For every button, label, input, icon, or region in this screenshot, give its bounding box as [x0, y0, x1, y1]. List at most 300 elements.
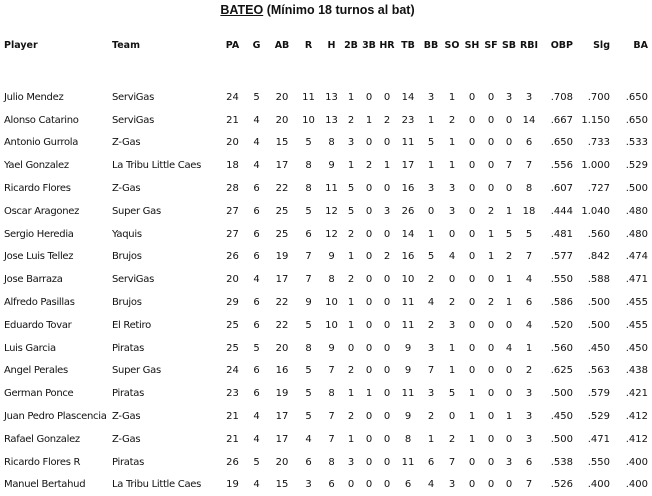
stat-ba: .500: [625, 183, 648, 195]
stat-so: 4: [448, 251, 456, 263]
column-header-obp: OBP: [550, 40, 573, 51]
stat-tb: 11: [401, 388, 415, 400]
player-name: Sergio Heredia: [4, 228, 74, 240]
column-header-hr: HR: [379, 40, 395, 51]
stat-sh: 0: [468, 114, 476, 126]
stat-g: 6: [253, 183, 260, 195]
stat-hr: 2: [383, 114, 391, 126]
stat-ab: 15: [275, 137, 289, 149]
stat-3b: 0: [365, 91, 373, 103]
stat-g: 4: [253, 137, 260, 149]
stat-ba: .650: [625, 114, 648, 126]
stat-obp: .500: [550, 433, 573, 445]
stat-h: 10: [325, 319, 338, 331]
stat-r: 5: [305, 319, 312, 331]
stat-slg: .550: [587, 456, 610, 468]
stat-sf: 0: [487, 114, 495, 126]
team-name: Z-Gas: [112, 183, 141, 195]
header-spacer: [4, 64, 652, 86]
stat-slg: .450: [587, 342, 610, 354]
stat-tb: 14: [401, 228, 415, 240]
stat-r: 7: [305, 274, 312, 286]
stat-sb: 1: [505, 274, 513, 286]
stat-2b: 0: [347, 479, 355, 491]
player-name: Jose Barraza: [4, 274, 63, 286]
stat-sh: 1: [468, 433, 476, 445]
stat-slg: .727: [587, 183, 610, 195]
stat-2b: 1: [347, 251, 355, 263]
stat-3b: 0: [365, 319, 373, 331]
stat-h: 7: [328, 365, 335, 377]
stat-g: 4: [253, 274, 260, 286]
stat-sh: 0: [468, 297, 476, 309]
stat-rbi: 6: [525, 456, 533, 468]
stat-sf: 2: [487, 205, 495, 217]
stat-slg: .733: [587, 137, 610, 149]
stat-2b: 2: [347, 228, 355, 240]
stat-pa: 18: [226, 160, 239, 172]
stat-r: 8: [305, 342, 312, 354]
stat-bb: 5: [427, 251, 435, 263]
stat-obp: .625: [550, 365, 573, 377]
stat-g: 5: [253, 456, 260, 468]
stat-g: 6: [253, 251, 260, 263]
stat-2b: 2: [347, 365, 355, 377]
team-name: Yaquis: [112, 228, 142, 240]
stat-ab: 25: [275, 205, 289, 217]
stat-slg: .579: [587, 388, 610, 400]
stat-sf: 0: [487, 365, 495, 377]
column-header-sb: SB: [501, 40, 517, 51]
stat-sh: 0: [468, 160, 476, 172]
stat-sh: 0: [468, 183, 476, 195]
stat-bb: 1: [427, 114, 435, 126]
team-name: ServiGas: [112, 274, 154, 286]
column-header-2b: 2B: [344, 40, 358, 51]
stat-bb: 1: [427, 228, 435, 240]
stat-sb: 0: [505, 183, 513, 195]
stat-sf: 0: [487, 274, 495, 286]
stat-so: 1: [448, 342, 456, 354]
stat-so: 1: [448, 365, 456, 377]
stat-so: 3: [448, 479, 456, 491]
stat-pa: 26: [226, 251, 239, 263]
team-name: Z-Gas: [112, 411, 141, 423]
stat-hr: 0: [383, 388, 391, 400]
stat-hr: 0: [383, 365, 391, 377]
stat-slg: .471: [587, 433, 610, 445]
table-body: [4, 64, 652, 496]
stat-rbi: 2: [525, 365, 533, 377]
stat-hr: 0: [383, 411, 391, 423]
stat-tb: 11: [401, 297, 415, 309]
stat-g: 5: [253, 91, 260, 103]
stat-hr: 0: [383, 274, 391, 286]
stat-ba: .474: [625, 251, 648, 263]
stat-h: 12: [325, 228, 338, 240]
stat-sb: 7: [505, 160, 513, 172]
stat-sh: 0: [468, 274, 476, 286]
stat-h: 8: [328, 137, 335, 149]
stat-hr: 3: [383, 205, 391, 217]
column-header-rbi: RBI: [519, 40, 539, 51]
stat-bb: 5: [427, 137, 435, 149]
column-header-bb: BB: [423, 40, 439, 51]
stat-ab: 22: [275, 183, 289, 195]
player-name: Angel Perales: [4, 365, 68, 377]
column-header-sh: SH: [464, 40, 480, 51]
stat-obp: .586: [550, 297, 573, 309]
stat-bb: 1: [427, 160, 435, 172]
stat-pa: 28: [226, 183, 239, 195]
stat-3b: 0: [365, 297, 373, 309]
stat-sh: 0: [468, 319, 476, 331]
table-row: [4, 109, 652, 132]
stat-slg: .560: [587, 228, 610, 240]
stat-sf: 0: [487, 319, 495, 331]
stat-ab: 20: [275, 342, 289, 354]
stat-r: 5: [305, 205, 312, 217]
column-header-pa: PA: [225, 40, 240, 51]
stat-h: 9: [328, 342, 335, 354]
batting-table: [4, 40, 652, 496]
stat-g: 4: [253, 160, 260, 172]
stat-so: 2: [448, 297, 456, 309]
table-row: [4, 405, 652, 428]
team-name: Z-Gas: [112, 433, 141, 445]
stat-rbi: 6: [525, 297, 533, 309]
stat-sh: 0: [468, 205, 476, 217]
stat-sf: 0: [487, 433, 495, 445]
stat-tb: 9: [404, 411, 412, 423]
stat-g: 4: [253, 411, 260, 423]
stat-r: 6: [305, 228, 312, 240]
stat-rbi: 3: [525, 433, 533, 445]
stat-sh: 0: [468, 342, 476, 354]
stat-2b: 0: [347, 342, 355, 354]
column-header-ba: BA: [633, 40, 648, 51]
stat-ba: .471: [625, 274, 648, 286]
player-name: Oscar Aragonez: [4, 205, 80, 217]
stat-rbi: 8: [525, 183, 533, 195]
player-name: Manuel Bertahud: [4, 479, 86, 491]
stat-pa: 27: [226, 205, 239, 217]
stat-h: 10: [325, 297, 338, 309]
stat-3b: 0: [365, 183, 373, 195]
stat-so: 1: [448, 137, 456, 149]
table-row: [4, 314, 652, 337]
stat-slg: .700: [587, 91, 610, 103]
stat-slg: .529: [587, 411, 610, 423]
stat-so: 3: [448, 183, 456, 195]
player-name: Juan Pedro Plascencia: [4, 411, 107, 423]
stat-pa: 24: [226, 365, 239, 377]
stat-g: 6: [253, 319, 260, 331]
stat-obp: .444: [550, 205, 573, 217]
stat-sh: 0: [468, 479, 476, 491]
stat-hr: 0: [383, 479, 391, 491]
table-row: [4, 246, 652, 269]
stat-rbi: 5: [525, 228, 533, 240]
team-name: ServiGas: [112, 114, 154, 126]
stat-bb: 7: [427, 365, 435, 377]
team-name: ServiGas: [112, 91, 154, 103]
player-name: Luis Garcia: [4, 342, 56, 354]
stat-pa: 24: [226, 91, 239, 103]
stat-ab: 17: [275, 433, 289, 445]
stat-obp: .550: [550, 274, 573, 286]
stat-sb: 3: [505, 456, 513, 468]
stat-ba: .412: [625, 411, 648, 423]
stat-pa: 25: [226, 319, 239, 331]
player-name: Rafael Gonzalez: [4, 433, 80, 445]
stat-g: 4: [253, 433, 260, 445]
table-row: [4, 132, 652, 155]
stat-3b: 2: [365, 160, 373, 172]
stat-2b: 2: [347, 411, 355, 423]
stat-sb: 0: [505, 365, 513, 377]
stat-pa: 27: [226, 228, 239, 240]
table-row: [4, 154, 652, 177]
stat-g: 4: [253, 114, 260, 126]
team-name: Brujos: [112, 251, 142, 263]
player-name: Alfredo Pasillas: [4, 297, 75, 309]
stat-h: 7: [328, 411, 335, 423]
stat-tb: 14: [401, 91, 415, 103]
table-row: [4, 382, 652, 405]
stat-tb: 11: [401, 137, 415, 149]
stat-2b: 1: [347, 160, 355, 172]
stat-bb: 3: [427, 388, 435, 400]
stat-r: 10: [302, 114, 315, 126]
stat-3b: 0: [365, 228, 373, 240]
stat-sf: 0: [487, 160, 495, 172]
table-row: [4, 268, 652, 291]
table-row: [4, 291, 652, 314]
stat-sf: 0: [487, 342, 495, 354]
stat-bb: 3: [427, 91, 435, 103]
stat-sh: 1: [468, 411, 476, 423]
stat-ba: .400: [625, 479, 648, 491]
column-header-tb: TB: [401, 40, 415, 51]
stat-ab: 16: [275, 365, 289, 377]
stat-h: 6: [328, 479, 335, 491]
stat-r: 8: [305, 183, 312, 195]
stat-r: 6: [305, 456, 312, 468]
stat-hr: 2: [383, 251, 391, 263]
table-row: [4, 86, 652, 109]
stat-hr: 0: [383, 319, 391, 331]
stat-obp: .450: [550, 411, 573, 423]
stat-sb: 3: [505, 91, 513, 103]
stat-obp: .708: [550, 91, 573, 103]
column-header-r: R: [304, 40, 313, 51]
stat-g: 6: [253, 297, 260, 309]
stat-3b: 0: [365, 251, 373, 263]
table-row: [4, 177, 652, 200]
stat-ab: 22: [275, 297, 289, 309]
team-name: Super Gas: [112, 205, 161, 217]
stat-rbi: 7: [525, 479, 533, 491]
stat-obp: .577: [550, 251, 573, 263]
stat-g: 4: [253, 479, 260, 491]
stat-r: 4: [305, 433, 312, 445]
stat-sf: 0: [487, 91, 495, 103]
stat-ba: .455: [625, 319, 648, 331]
team-name: Z-Gas: [112, 137, 141, 149]
stat-3b: 0: [365, 479, 373, 491]
stat-sf: 0: [487, 137, 495, 149]
stat-obp: .538: [550, 456, 573, 468]
table-row: [4, 337, 652, 360]
stat-r: 8: [305, 160, 312, 172]
stat-sh: 0: [468, 137, 476, 149]
stat-bb: 2: [427, 411, 435, 423]
stat-pa: 20: [226, 137, 239, 149]
stat-sf: 0: [487, 456, 495, 468]
column-header-so: SO: [444, 40, 460, 51]
stat-bb: 1: [427, 433, 435, 445]
stat-g: 6: [253, 365, 260, 377]
stat-h: 8: [328, 456, 335, 468]
stat-pa: 25: [226, 342, 239, 354]
stat-bb: 2: [427, 274, 435, 286]
stat-g: 6: [253, 205, 260, 217]
stat-rbi: 4: [525, 319, 533, 331]
title-sub: (Mínimo 18 turnos al bat): [266, 3, 415, 17]
stat-3b: 0: [365, 205, 373, 217]
stat-bb: 6: [427, 456, 435, 468]
stat-g: 5: [253, 342, 260, 354]
stat-ab: 20: [275, 456, 289, 468]
stat-ab: 17: [275, 274, 289, 286]
stat-rbi: 18: [522, 205, 536, 217]
stat-sf: 0: [487, 183, 495, 195]
stat-3b: 0: [365, 137, 373, 149]
stat-h: 13: [325, 91, 338, 103]
table-row: [4, 451, 652, 474]
player-name: Alonso Catarino: [4, 114, 79, 126]
stat-obp: .481: [550, 228, 573, 240]
team-name: Piratas: [112, 388, 144, 400]
column-header-sf: SF: [484, 40, 498, 51]
stat-sf: 0: [487, 411, 495, 423]
player-name: Julio Mendez: [4, 91, 64, 103]
stat-sb: 4: [505, 342, 513, 354]
title-main: BATEO: [220, 3, 264, 17]
player-name: Jose Luis Tellez: [4, 251, 74, 263]
player-name: Antonio Gurrola: [4, 137, 79, 149]
stat-so: 2: [448, 433, 456, 445]
stat-ba: .421: [625, 388, 648, 400]
stat-so: 1: [448, 160, 456, 172]
stat-rbi: 3: [525, 411, 533, 423]
stat-sf: 2: [487, 297, 495, 309]
stat-tb: 6: [404, 479, 412, 491]
column-header-player: Player: [4, 40, 38, 51]
stat-3b: 1: [365, 388, 373, 400]
stat-tb: 17: [401, 160, 415, 172]
column-header-h: H: [327, 40, 336, 51]
stat-h: 11: [325, 183, 338, 195]
stat-sf: 1: [487, 251, 495, 263]
column-header-g: G: [252, 40, 261, 51]
stat-so: 3: [448, 319, 456, 331]
stat-tb: 11: [401, 456, 415, 468]
stat-bb: 2: [427, 319, 435, 331]
table-row: [4, 200, 652, 223]
stat-rbi: 7: [525, 160, 533, 172]
stat-g: 6: [253, 388, 260, 400]
stat-3b: 0: [365, 342, 373, 354]
stat-rbi: 14: [522, 114, 536, 126]
stat-sf: 0: [487, 479, 495, 491]
stat-obp: .500: [550, 388, 573, 400]
stat-rbi: 3: [525, 388, 533, 400]
stat-2b: 5: [347, 205, 355, 217]
stat-sh: 0: [468, 91, 476, 103]
stat-ab: 22: [275, 319, 289, 331]
stat-sh: 0: [468, 251, 476, 263]
stat-h: 13: [325, 114, 338, 126]
stat-so: 5: [448, 388, 456, 400]
stat-r: 9: [305, 297, 312, 309]
stat-pa: 20: [226, 274, 239, 286]
stat-so: 3: [448, 205, 456, 217]
stat-ba: .450: [625, 342, 648, 354]
stat-rbi: 1: [525, 342, 533, 354]
table-row: [4, 360, 652, 383]
stat-ab: 20: [275, 114, 289, 126]
stat-3b: 1: [365, 114, 373, 126]
stat-sh: 0: [468, 456, 476, 468]
stat-sb: 0: [505, 319, 513, 331]
stat-r: 3: [305, 479, 312, 491]
stat-rbi: 6: [525, 137, 533, 149]
stat-hr: 0: [383, 342, 391, 354]
stat-so: 2: [448, 114, 456, 126]
stat-tb: 16: [401, 251, 415, 263]
stat-ba: .480: [625, 228, 648, 240]
team-name: Super Gas: [112, 365, 161, 377]
stat-sb: 1: [505, 411, 513, 423]
stat-hr: 0: [383, 297, 391, 309]
stat-tb: 11: [401, 319, 415, 331]
player-name: Yael Gonzalez: [4, 160, 69, 172]
stat-ba: .400: [625, 456, 648, 468]
stat-rbi: 7: [525, 251, 533, 263]
stat-3b: 0: [365, 433, 373, 445]
stat-2b: 3: [347, 456, 355, 468]
stat-3b: 0: [365, 365, 373, 377]
stat-sb: 0: [505, 137, 513, 149]
stat-tb: 9: [404, 365, 412, 377]
stat-sb: 5: [505, 228, 513, 240]
stat-ab: 19: [275, 251, 289, 263]
stat-2b: 5: [347, 183, 355, 195]
stat-obp: .526: [550, 479, 573, 491]
stat-sh: 0: [468, 365, 476, 377]
team-name: Piratas: [112, 456, 144, 468]
stat-so: 0: [448, 228, 456, 240]
stat-hr: 0: [383, 456, 391, 468]
stat-sb: 0: [505, 433, 513, 445]
stat-sf: 1: [487, 228, 495, 240]
stat-slg: 1.150: [581, 114, 610, 126]
stat-2b: 1: [347, 433, 355, 445]
stat-pa: 23: [226, 388, 239, 400]
stat-sb: 0: [505, 479, 513, 491]
